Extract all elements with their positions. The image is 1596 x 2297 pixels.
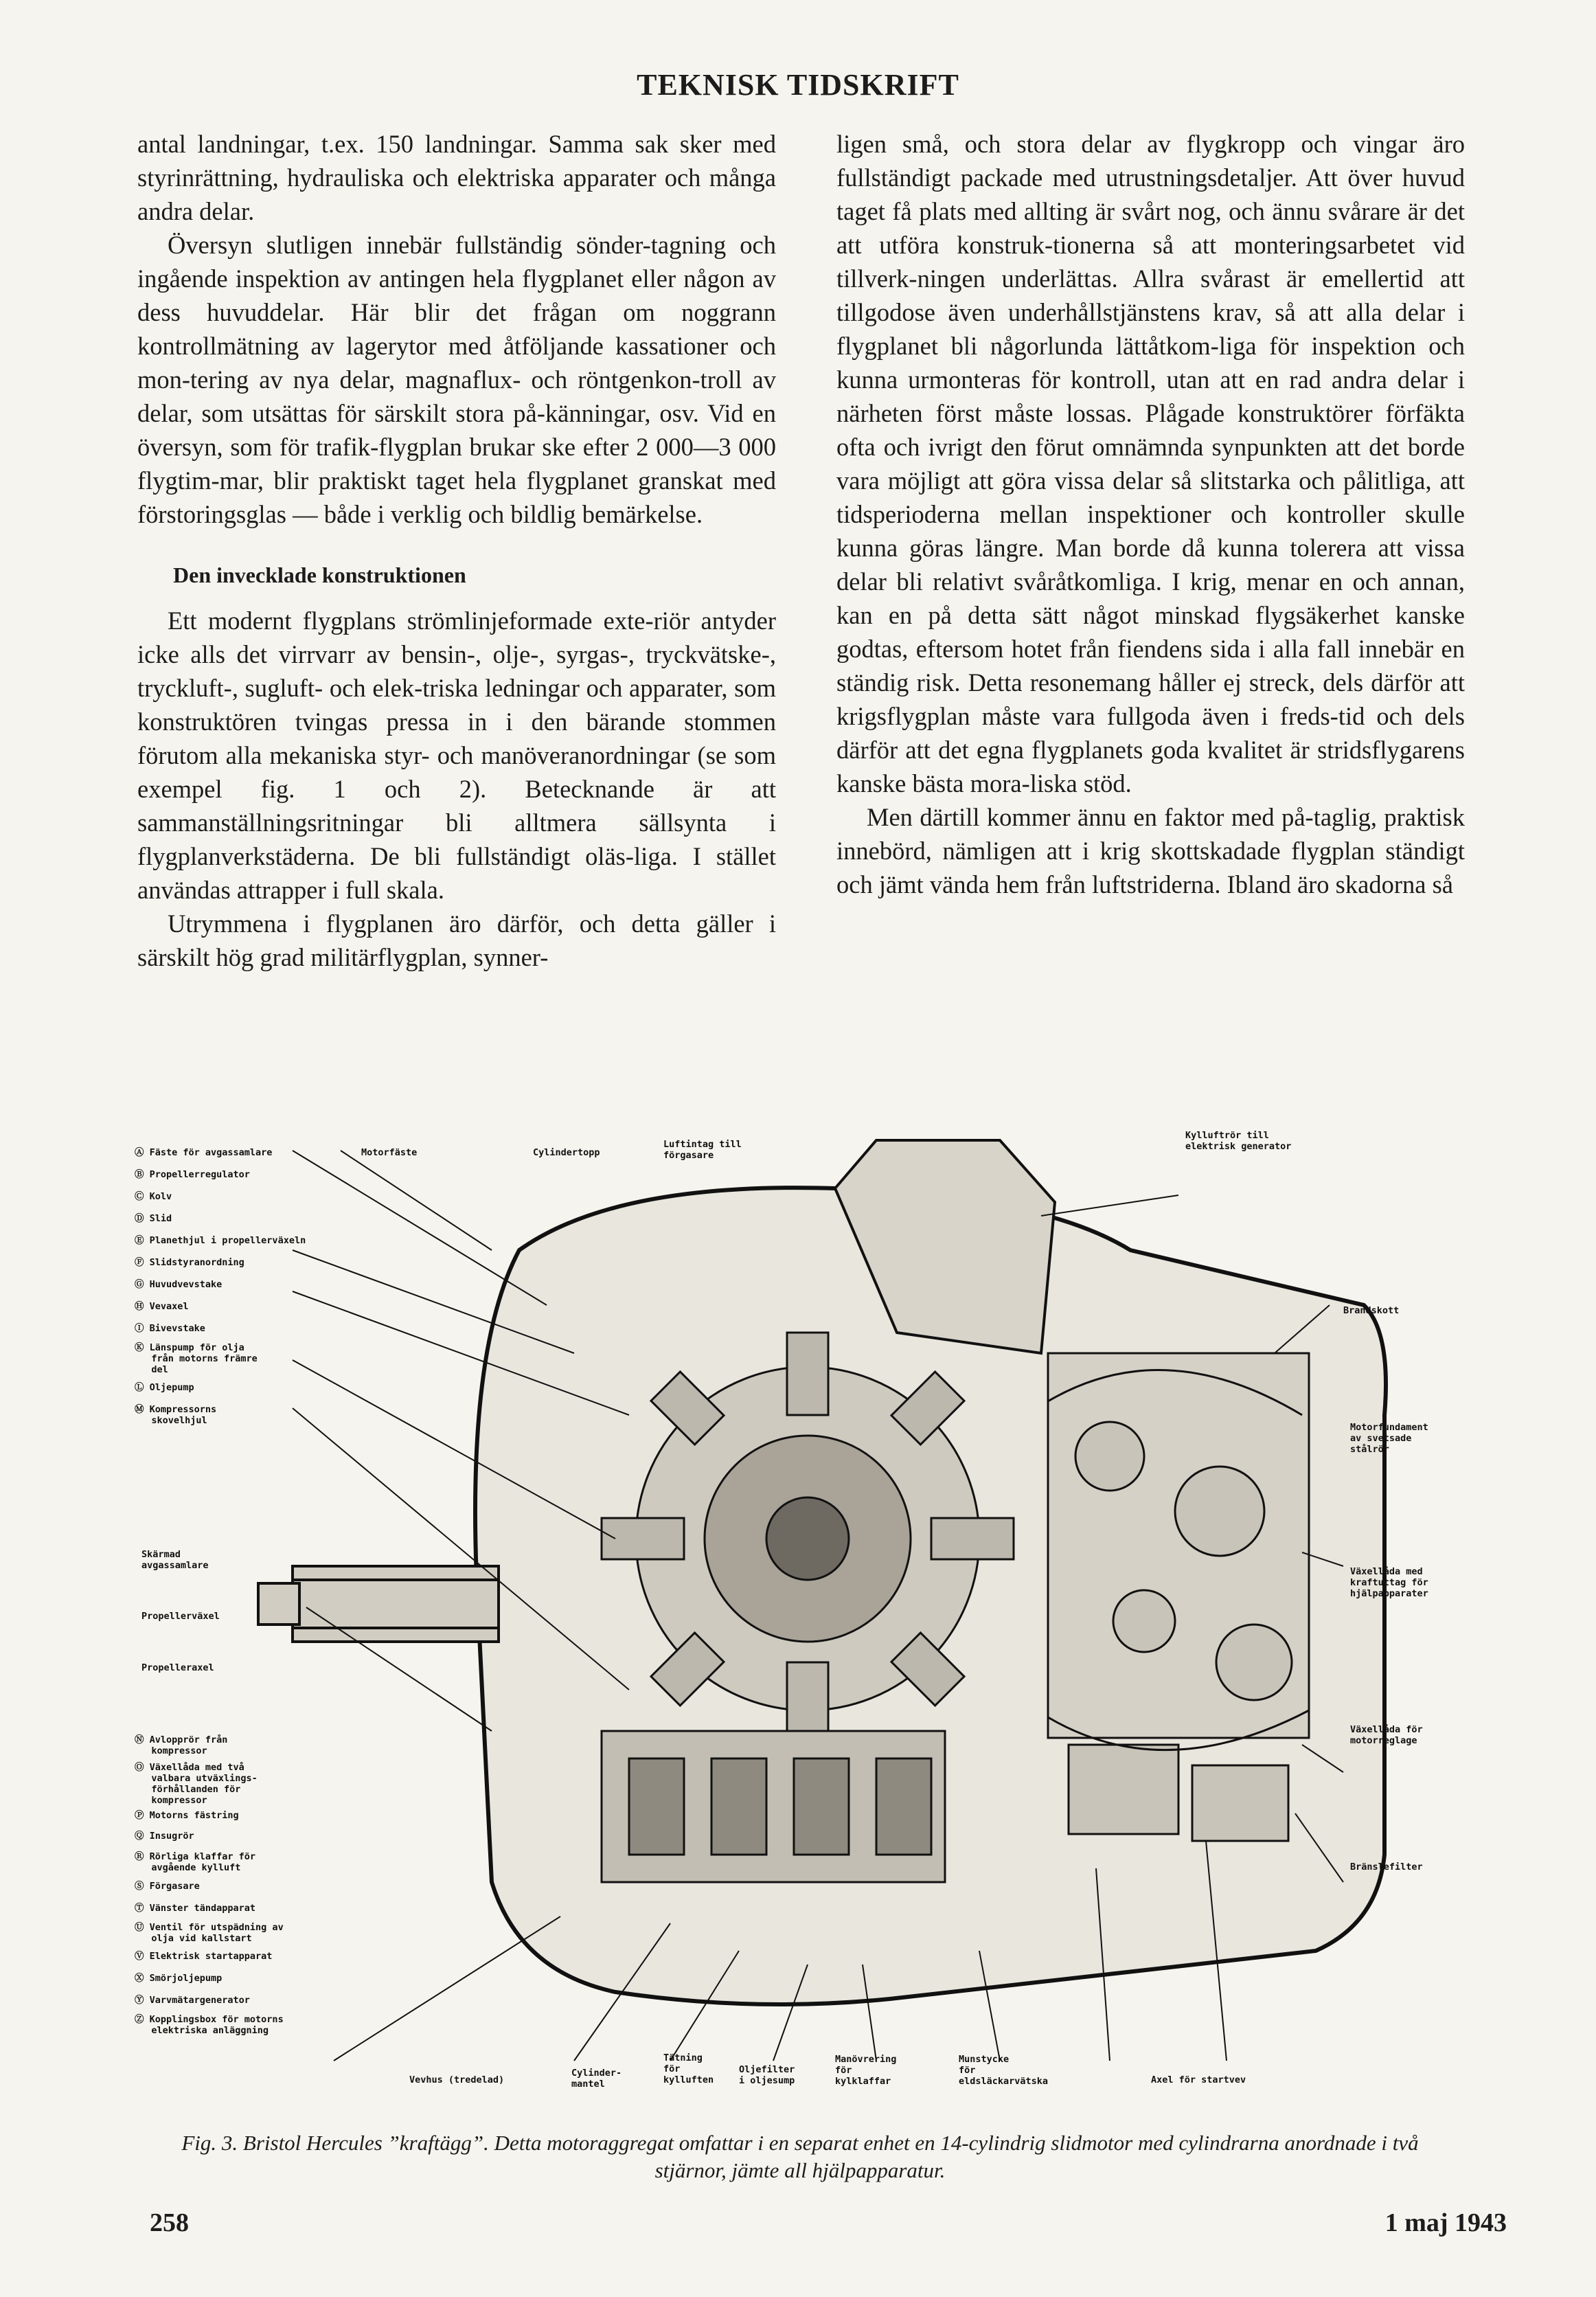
paragraph: ligen små, och stora delar av flygkropp och vingar äro fullständigt packade med utrustningsdetaljer. Att över huvud taget få plats med allting är svårt nog, och ännu svårare är det att utföra konstruk-tionerna så att monteringsarbetet vid tillverk-ningen underlättas. Allra svårast är emellertid att tillgodose även underhållstjänstens krav, så att alla delar i flygplanet bli någorlunda lättåtkom-liga för inspektion och kunna urmonteras för kontroll, utan att en rad andra delar i närheten först måste lossas. Plågade konstruktörer förfäkta ofta och ivrigt den förut omnämnda synpunkten att det borde vara möjligt att göra vissa delar så slitstarka och pålitliga, att tidsperioderna mellan inspektioner och kontroller skulle kunna göras längre. Man borde då kunna tolerera att vissa delar bli relativt svåråtkomliga. I krig, menar en och annan, kan en på detta sätt något minskad flygsäkerhet kanske godtas, eftersom hotet från fiendens sida i alla fall innebär en ständig risk. Detta resonemang håller ej streck, dels därför att krigsflygplan måste vara fullgoda även i freds-tid och dels därför att det egna flygplanets goda kvalitet är stridsflygarens kanske bästa mora-liska stöd. [836, 130, 1465, 797]
figure-label: Cylindertopp [533, 1147, 600, 1158]
figure-label: Brandskott [1343, 1305, 1400, 1316]
figure-label: Ⓖ Huvudvevstake [135, 1279, 223, 1290]
figure-label: Ⓐ Fäste för avgassamlare [135, 1147, 273, 1158]
paragraph: Ett modernt flygplans strömlinjeformade exte-riör antyder icke alls det virrvarr av bensin-, olje-, syrgas-, tryckvätske-, tryckluft-, sugluft- och elek-triska ledningar och apparater, som konstruktören tvingas pressa in i den bärande stommen förutom alla mekaniska styr- och manöveranordningar (se som exempel fig. 1 och 2). Betecknande är att sammanställningsritningar bli alltmera sällsynta i flygplanverkstäderna. De bli fullständigt oläs-liga. I stället användas attrapper i full skala. [137, 607, 776, 904]
section-heading: Den invecklade konstruktionen [173, 563, 466, 587]
figure-label: Ⓟ Motorns fästring [135, 1810, 239, 1821]
figure-label: Ⓧ Smörjoljepump [135, 1973, 223, 1984]
engine-cutaway-figure [135, 1127, 1501, 2123]
paragraph: antal landningar, t.ex. 150 landningar. Samma sak sker med styrinrättning, hydrauliska och elektriska apparater och många andra delar. [137, 130, 776, 225]
figure-label: Ⓛ Oljepump [135, 1382, 194, 1393]
figure-label: Skärmad avgassamlare [141, 1549, 209, 1571]
figure-label: Ⓓ Slid [135, 1213, 172, 1224]
paragraph: Men därtill kommer ännu en faktor med på-taglig, praktisk innebörd, nämligen att i krig skottskadade flygplan ständigt och jämt vända hem från luftstriderna. Ibland äro skadorna så [836, 803, 1465, 898]
left-text-column [137, 127, 776, 974]
figure-label: Manövrering för kylklaffar [835, 2054, 897, 2087]
figure-caption: Fig. 3. Bristol Hercules ”kraftägg”. Detta motoraggregat omfattar i en separat enhet en 14-cylindrig slidmotor med cylindrarna anordnade i två stjärnor, jämte all hjälpapparatur. [181, 2131, 1419, 2182]
figure-label: Motorfundament av svetsade stålrör [1350, 1422, 1428, 1455]
figure-label: Ⓒ Kolv [135, 1191, 172, 1202]
figure-label: Ⓘ Bivevstake [135, 1323, 205, 1334]
figure-label: Tätning för kylluften [663, 2052, 714, 2085]
figure-label: Ⓕ Slidstyranordning [135, 1257, 244, 1268]
figure-label: Ⓤ Ventil för utspädning av olja vid kallstart [135, 1922, 284, 1944]
figure-label: Propelleraxel [141, 1662, 214, 1673]
figure-label: Ⓥ Elektrisk startapparat [135, 1951, 273, 1962]
figure-label: Propellerväxel [141, 1611, 220, 1622]
figure-label: Ⓢ Förgasare [135, 1881, 200, 1892]
figure-label: Ⓞ Växellåda med två valbara utväxlings- förhållanden för kompressor [135, 1762, 258, 1806]
figure-label: Ⓨ Varvmätargenerator [135, 1995, 250, 2006]
figure-label: Kylluftrör till elektrisk generator [1185, 1130, 1292, 1152]
figure-label: Ⓣ Vänster tändapparat [135, 1903, 256, 1914]
figure-label: Ⓗ Vevaxel [135, 1301, 189, 1312]
figure-label: Ⓝ Avlopprör från kompressor [135, 1734, 228, 1756]
issue-date: 1 maj 1943 [1384, 2208, 1507, 2237]
figure-label: Ⓜ Kompressorns skovelhjul [135, 1404, 217, 1426]
right-text-column [836, 127, 1465, 901]
figure-label: Motorfäste [361, 1147, 418, 1158]
engine-illustration [135, 1127, 1501, 2123]
paragraph: Översyn slutligen innebär fullständig sönder-tagning och ingående inspektion av antingen hela flygplanet eller någon av dess huvuddelar. Här blir det frågan om noggrann kontrollmätning av lagerytor med åtföljande kassationer och mon-tering av nya delar, magnaflux- och röntgenkon-troll av delar, som utsättas för särskilt stora på-känningar, osv. Vid en översyn, som för trafik-flygplan brukar ske efter 2 000—3 000 flygtim-mar, blir praktiskt taget hela flygplanet granskat med förstoringsglas — både i verklig och bildlig bemärkelse. [137, 231, 776, 528]
figure-label: Ⓑ Propellerregulator [135, 1169, 250, 1180]
figure-label: Ⓡ Rörliga klaffar för avgående kylluft [135, 1851, 256, 1873]
figure-label: Vevhus (tredelad) [409, 2074, 505, 2085]
paragraph: Utrymmena i flygplanen äro därför, och detta gäller i särskilt hög grad militärflygplan, synner- [137, 909, 776, 971]
figure-label: Ⓚ Länspump för olja från motorns främre del [135, 1342, 258, 1375]
figure-label: Växellåda för motorreglage [1350, 1724, 1423, 1746]
figure-label: Ⓠ Insugrör [135, 1831, 194, 1842]
figure-label: Cylinder- mantel [571, 2068, 622, 2090]
page-number: 258 [150, 2208, 189, 2237]
figure-label: Ⓔ Planethjul i propellerväxeln [135, 1235, 306, 1246]
journal-header: TEKNISK TIDSKRIFT [637, 68, 959, 102]
figure-label: Munstycke för eldsläckarvätska [959, 2054, 1049, 2087]
figure-label: Oljefilter i oljesump [739, 2064, 795, 2086]
figure-label: Ⓩ Kopplingsbox för motorns elektriska anläggning [135, 2014, 284, 2036]
figure-label: Växellåda med kraftuttag för hjälpapparater [1350, 1566, 1428, 1599]
figure-label: Luftintag till förgasare [663, 1139, 742, 1161]
figure-label: Bränslefilter [1350, 1862, 1423, 1872]
figure-label: Axel för startvev [1151, 2074, 1246, 2085]
